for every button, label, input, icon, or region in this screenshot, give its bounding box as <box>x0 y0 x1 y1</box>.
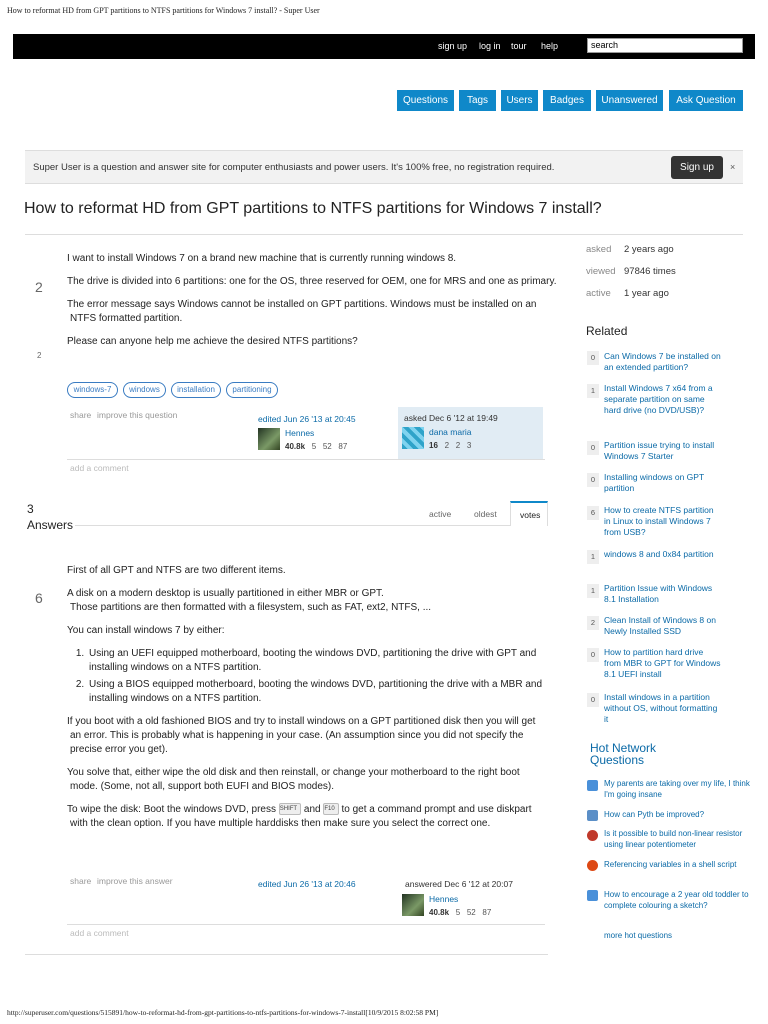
related-count: 1 <box>587 550 599 564</box>
related-link[interactable]: Partition Issue with Windows 8.1 Installation <box>604 583 713 604</box>
nav-ask-question-button[interactable]: Ask Question <box>669 90 743 111</box>
hot-question-link[interactable]: My parents are taking over my life, I think I'm going insane <box>604 779 750 799</box>
related-count: 1 <box>587 584 599 598</box>
stat-asked-value: 2 years ago <box>624 244 674 255</box>
related-link[interactable]: Can Windows 7 be installed on an extended partition? <box>604 351 721 372</box>
related-link[interactable]: Clean Install of Windows 8 on Newly Installed SSD <box>604 615 716 636</box>
tag-installation[interactable]: installation <box>171 382 221 398</box>
related-link[interactable]: Partition issue trying to install Windows 7 Starter <box>604 440 715 461</box>
nav-questions-button[interactable]: Questions <box>397 90 454 111</box>
tag-windows-7[interactable]: windows-7 <box>67 382 118 398</box>
question-add-comment-link[interactable]: add a comment <box>70 463 129 473</box>
asker-usercard <box>398 407 543 459</box>
related-link[interactable]: Install Windows 7 x64 from a separate partition on same hard drive (no DVD/USB)? <box>604 383 713 415</box>
banner-text: Super User is a question and answer site for computer enthusiasts and power users. It's 100% free, no registration required. <box>33 162 555 173</box>
question-body <box>67 252 557 349</box>
related-count: 0 <box>587 441 599 455</box>
nav-users-button[interactable]: Users <box>501 90 538 111</box>
answer-edited-link[interactable]: edited Jun 26 '13 at 20:46 <box>258 879 356 889</box>
top-bar <box>13 34 755 59</box>
answer-vote-count: 6 <box>35 590 43 606</box>
tour-link[interactable]: tour <box>511 41 527 51</box>
related-count: 0 <box>587 648 599 662</box>
help-link[interactable]: help <box>541 41 559 51</box>
search-input[interactable]: search <box>587 38 743 53</box>
answer-add-comment-link[interactable]: add a comment <box>70 928 129 938</box>
answer-options-list <box>67 647 549 706</box>
answer-improve-link[interactable]: improve this answer <box>97 876 173 886</box>
title-divider <box>25 234 743 235</box>
hot-network-heading[interactable]: Hot Network Questions <box>590 741 657 767</box>
question-favorite-count: 2 <box>37 351 42 360</box>
related-heading: Related <box>586 324 628 338</box>
electronics-site-icon <box>587 830 598 841</box>
parenting-site-icon <box>587 780 598 791</box>
editor-name[interactable]: Hennes <box>285 428 315 438</box>
tag-partitioning[interactable]: partitioning <box>226 382 278 398</box>
editor-reputation: 40.8k 5 52 87 <box>285 442 348 451</box>
answered-date: answered Dec 6 '12 at 20:07 <box>405 879 513 889</box>
question-paragraph: I want to install Windows 7 on a brand new machine that is currently running windows 8. <box>67 253 457 264</box>
hot-question-link[interactable]: Referencing variables in a shell script <box>604 860 737 869</box>
related-count: 0 <box>587 693 599 707</box>
asked-date: asked Dec 6 '12 at 19:49 <box>404 413 498 423</box>
avatar[interactable] <box>402 427 424 449</box>
related-count: 6 <box>587 506 599 520</box>
question-vote-count: 2 <box>35 279 43 295</box>
answer-paragraph: You can install windows 7 by either: <box>67 625 225 636</box>
tab-votes-label: votes <box>520 510 541 520</box>
asker-reputation: 16 2 2 3 <box>429 441 472 450</box>
asker-name[interactable]: dana maria <box>429 427 472 437</box>
answer-paragraph: If you boot with a old fashioned BIOS and try to install windows on a GPT partitioned disk then you will get an error. This is probably what is happening in your case. (An assumption since you did not specify the precise error you get). <box>67 716 536 755</box>
login-link[interactable]: log in <box>479 41 501 51</box>
tab-active[interactable]: active <box>429 509 452 519</box>
answer-paragraph: Those partitions are then formatted with a filesystem, such as FAT, ext2, NTFS, ... <box>70 602 432 613</box>
browser-print-title: How to reformat HD from GPT partitions to NTFS partitions for Windows 7 install? - Super User <box>7 6 320 15</box>
tab-votes[interactable] <box>510 501 548 526</box>
related-count: 0 <box>587 351 599 365</box>
tab-oldest[interactable]: oldest <box>474 509 497 519</box>
answer-body <box>67 564 549 831</box>
comments-divider <box>67 459 545 460</box>
stat-viewed-label: viewed <box>586 266 616 277</box>
question-paragraph: The drive is divided into 6 partitions: one for the OS, three reserved for OEM, one for MRS and one as primary. <box>67 276 557 287</box>
answer-paragraph: A disk on a modern desktop is usually partitioned in either MBR or GPT. <box>67 588 384 599</box>
answers-count: 3 <box>27 502 34 516</box>
list-item: 1. Using an UEFI equipped motherboard, booting the windows DVD, partitioning the drive with GPT and installing windows on a NTFS partition. <box>87 647 549 675</box>
related-count: 1 <box>587 384 599 398</box>
nav-tags-button[interactable]: Tags <box>459 90 496 111</box>
nav-badges-button[interactable]: Badges <box>543 90 591 111</box>
related-count: 2 <box>587 616 599 630</box>
more-hot-questions-link[interactable]: more hot questions <box>604 931 673 940</box>
question-edited-link[interactable]: edited Jun 26 '13 at 20:45 <box>258 414 356 424</box>
stat-viewed-value: 97846 times <box>624 266 676 277</box>
f10-key: F10 <box>323 803 338 815</box>
question-improve-link[interactable]: improve this question <box>97 410 178 420</box>
parenting-site-icon <box>587 890 598 901</box>
answer-paragraph: To wipe the disk: Boot the windows DVD, press SHIFT and F10 to get a command prompt and use diskpart with the clean option. If you have multiple harddisks then make sure you select the correct one. <box>67 804 532 829</box>
codegolf-site-icon <box>587 810 598 821</box>
answer-paragraph: You solve that, either wipe the old disk and then reinstall, or change your motherboard to the right boot mode. (Some, not all, support both EUFI and BIOS modes). <box>67 767 520 792</box>
related-link[interactable]: Install windows in a partition without OS, without formatting it <box>604 692 718 724</box>
related-link[interactable]: How to partition hard drive from MBR to GPT for Windows 8.1 UEFI install <box>604 647 721 679</box>
answer-author-name[interactable]: Hennes <box>429 894 459 904</box>
answers-divider <box>75 525 548 526</box>
close-icon[interactable]: × <box>730 162 736 172</box>
answer-author-usercard <box>402 894 492 917</box>
related-link[interactable]: Installing windows on GPT partition <box>604 472 705 493</box>
question-title[interactable]: How to reformat HD from GPT partitions to NTFS partitions for Windows 7 install? <box>24 200 602 217</box>
shift-key: SHIFT <box>279 803 301 815</box>
list-item: 2. Using a BIOS equipped motherboard, booting the windows DVD, partitioning the drive with a MBR and installing windows on a NTFS partition. <box>87 678 549 706</box>
answers-heading: Answers <box>27 518 74 532</box>
nav-unanswered-button[interactable]: Unanswered <box>596 90 663 111</box>
question-paragraph: Please can anyone help me achieve the desired NTFS partitions? <box>67 336 358 347</box>
signup-link[interactable]: sign up <box>438 41 468 51</box>
hot-question-link[interactable]: How can Pyth be improved? <box>604 810 705 819</box>
avatar[interactable] <box>258 428 280 450</box>
stat-active-label: active <box>586 288 611 299</box>
banner-signup-button[interactable]: Sign up <box>671 156 723 179</box>
hot-question-link[interactable]: How to encourage a 2 year old toddler to complete colouring a sketch? <box>604 890 749 910</box>
related-link[interactable]: How to create NTFS partition in Linux to install Windows 7 from USB? <box>604 505 714 537</box>
answer-bottom-divider <box>25 954 548 955</box>
stat-active-value: 1 year ago <box>624 288 669 299</box>
answer-author-reputation: 40.8k 5 52 87 <box>429 908 492 917</box>
editor-usercard <box>258 428 348 451</box>
answer-share-link[interactable]: share <box>70 876 92 886</box>
hot-question-link[interactable]: Is it possible to build non-linear resistor using linear potentiometer <box>604 829 743 849</box>
print-footer-url: http://superuser.com/questions/515891/how-to-reformat-hd-from-gpt-partitions-to-ntfs-partitions-for-windows-7-install[10/9/2015 8:02:58 PM] <box>7 1008 439 1017</box>
answer-comments-divider <box>67 924 545 925</box>
related-link[interactable]: windows 8 and 0x84 partition <box>604 549 714 559</box>
answer-paragraph: First of all GPT and NTFS are two different items. <box>67 565 286 576</box>
stat-asked-label: asked <box>586 244 612 255</box>
askubuntu-site-icon <box>587 860 598 871</box>
question-paragraph: The error message says Windows cannot be installed on GPT partitions. Windows must be installed on an NTFS formatted partition. <box>67 299 537 324</box>
avatar[interactable] <box>402 894 424 916</box>
welcome-banner <box>25 150 743 184</box>
question-share-link[interactable]: share <box>70 410 92 420</box>
related-count: 0 <box>587 473 599 487</box>
tag-windows[interactable]: windows <box>123 382 166 398</box>
